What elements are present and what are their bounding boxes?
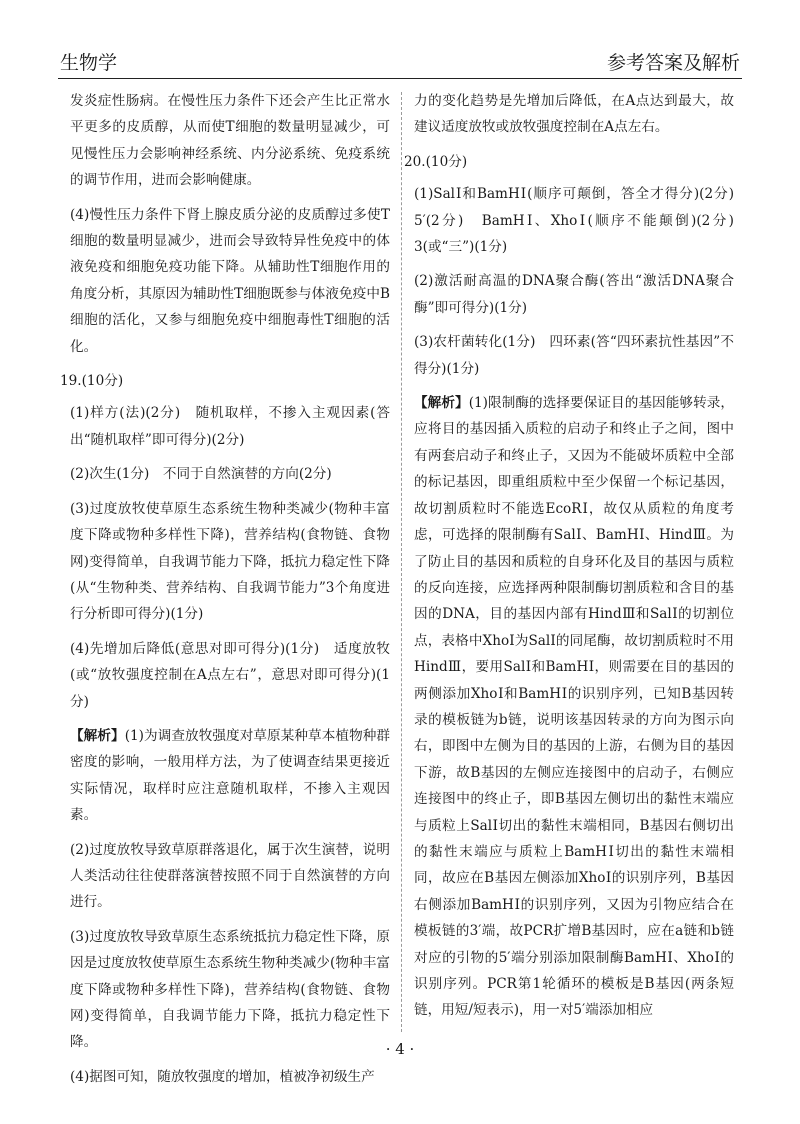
question-number: 20.(10分) (404, 153, 468, 170)
answer-paragraph: (3)农杆菌转化(1分) 四环素(答“四环素抗性基因”不得分)(1分) (414, 334, 734, 377)
question-number: 19.(10分) (60, 373, 124, 390)
column-divider (401, 92, 402, 1032)
analysis-text: (1)限制酶的选择要保证目的基因能够转录，应将目的基因插入质粒的启动子和终止子之间，图中有两套启动子和终止子，又因为不能破坏质粒中全部的标记基因，即重组质粒中至少保留一个标记基因，故切割质粒时不能选EcoRⅠ，故仅从质粒的角度考虑，可选择的限制酶有SalⅠ、BamHⅠ、HindⅢ。为了防止目的基因和质粒的自身环化及目的基因与质粒的反向连接，应选择两种限制酶切割质粒和含目的基因的DNA，目的基因内部有HindⅢ和SalⅠ的切割位点，表格中XhoⅠ为SalⅠ的同尾酶，故切割质粒时不用HindⅢ，要用SalⅠ和BamHⅠ，则需要在目的基因的两侧添加XhoⅠ和BamHⅠ的识别序列，已知B基因转录的模板链为b链，说明该基因转录的方向为图示向右，即图中左侧为目的基因的上游，右侧为目的基因下游，故B基因的左侧应连接图中的启动子，右侧应连接图中的终止子，即B基因左侧切出的黏性末端应与质粒上SalⅠ切出的黏性末端相同，B基因右侧切出的黏性末端应与质粒上BamHⅠ切出的黏性末端相同，故应在B基因左侧添加XhoⅠ的识别序列，B基因右侧添加BamHⅠ的识别序列，又因为引物应结合在模板链的3′端，故PCR扩增B基因时，应在a链和b链对应的引物的5′端分别添加限制酶BamHⅠ、XhoⅠ的识别序列。PCR第1轮循环的模板是B基因(两条短链，用短/短表示)，用一对5′端添加相应 (414, 395, 734, 1019)
analysis-paragraph (414, 390, 734, 1024)
section-title: 参考答案及解析 (606, 52, 740, 74)
answer-paragraph: (1)样方(法)(2分) 随机取样，不掺入主观因素(答出“随机取样”即可得分)(2分) (70, 405, 390, 448)
answer-paragraph: (4)慢性压力条件下肾上腺皮质分泌的皮质醇过多使T细胞的数量明显减少，进而会导致特异性免疫中的体液免疫和细胞免疫功能下降。从辅助性T细胞作用的角度分析，其原因为辅助性T细胞既参与体液免疫中B细胞的活化，又参与细胞免疫中细胞毒性T细胞的活化。 (70, 206, 390, 355)
left-column (60, 88, 390, 1098)
analysis-tag: 【解析】 (414, 395, 469, 412)
analysis-paragraph: (3)过度放牧导致草原生态系统抵抗力稳定性下降，原因是过度放牧使草原生态系统生物种类减少(物种丰富度下降或物种多样性下降)，营养结构(食物链、食物网)变得简单，自我调节能力下降，抵抗力稳定性下降。 (70, 928, 390, 1051)
analysis-paragraph: 力的变化趋势是先增加后降低，在A点达到最大，故建议适度放牧或放牧强度控制在A点左右。 (414, 93, 734, 136)
answer-paragraph: 发炎症性肠病。在慢性压力条件下还会产生比正常水平更多的皮质醇，从而使T细胞的数量明显减少，可见慢性压力会影响神经系统、内分泌系统、免疫系统的调节作用，进而会影响健康。 (70, 93, 390, 189)
answer-paragraph: (1)SalⅠ和BamHⅠ(顺序可颠倒，答全才得分)(2分) 5′(2分) BamHⅠ、XhoⅠ(顺序不能颠倒)(2分) 3(或“三”)(1分) (414, 186, 748, 256)
right-column (404, 88, 748, 1032)
analysis-paragraph (70, 723, 390, 829)
answer-paragraph: (2)次生(1分) 不同于自然演替的方向(2分) (70, 466, 332, 483)
page-number: · 4 · (385, 1040, 415, 1058)
answer-paragraph: (2)激活耐高温的DNA聚合酶(答出“激活DNA聚合酶”即可得分)(1分) (414, 273, 734, 316)
answer-paragraph: (4)先增加后降低(意思对即可得分)(1分) 适度放牧(或“放牧强度控制在A点左右”，意思对即可得分)(1分) (70, 640, 390, 710)
page-header (58, 44, 742, 79)
analysis-text: (1)为调查放牧强度对草原某种草本植物种群密度的影响，一般用样方法，为了使调查结果更接近实际情况，取样时应注意随机取样，不掺入主观因素。 (70, 727, 390, 824)
analysis-tag: 【解析】 (70, 727, 125, 744)
subject-title: 生物学 (60, 52, 118, 74)
answer-paragraph: (3)过度放牧使草原生态系统生物种类减少(物种丰富度下降或物种多样性下降)，营养结构(食物链、食物网)变得简单，自我调节能力下降，抵抗力稳定性下降(从“生物种类、营养结构、自我调节能力”3个角度进行分析即可得分)(1分) (70, 500, 390, 623)
analysis-paragraph: (2)过度放牧导致草原群落退化，属于次生演替，说明人类活动往往使群落演替按照不同于自然演替的方向进行。 (70, 841, 390, 911)
analysis-paragraph: (4)据图可知，随放牧强度的增加，植被净初级生产 (70, 1068, 375, 1085)
